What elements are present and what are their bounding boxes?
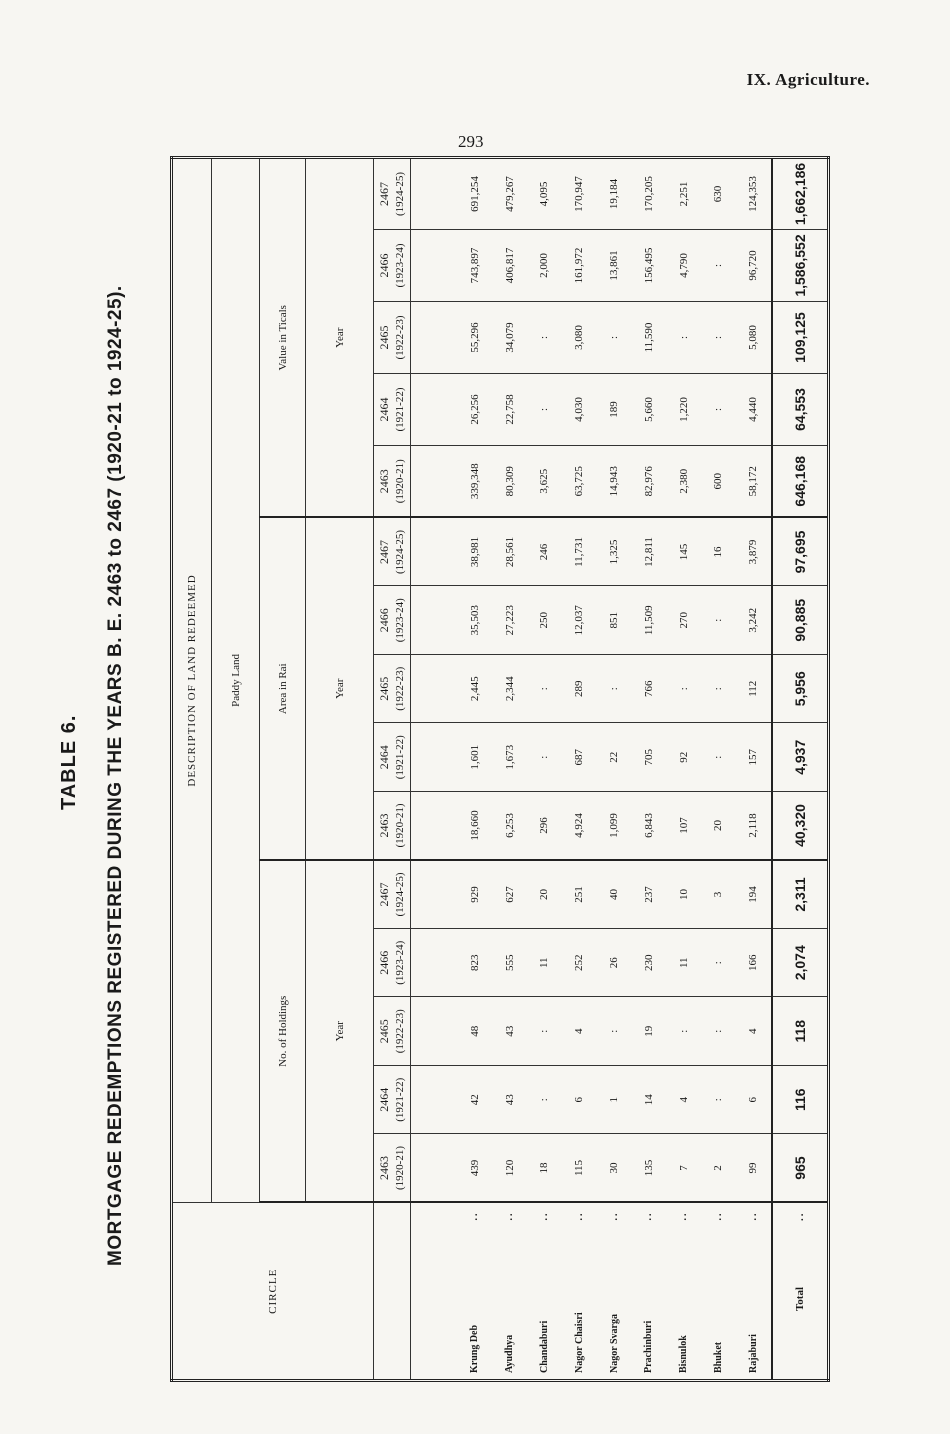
holdings-cell: 30	[597, 1134, 632, 1203]
year-column-header	[374, 157, 411, 229]
year-column-header	[374, 1134, 411, 1203]
area-header: Area in Rai	[260, 518, 306, 861]
area-cell: :	[701, 723, 736, 792]
chapter-heading: IX. Agriculture.	[746, 70, 870, 89]
area-cell: 4,937	[772, 723, 829, 792]
value-cell: 19,184	[597, 157, 632, 229]
circle-name-text: Ayudhya	[504, 1334, 516, 1373]
area-cell: 1,601	[457, 723, 492, 792]
circle-name	[457, 1203, 492, 1381]
total-row	[772, 157, 829, 1380]
spacer-cell	[411, 446, 458, 518]
area-cell: 2,445	[457, 655, 492, 724]
leader-dots: ..	[747, 1211, 759, 1221]
area-cell: 157	[736, 723, 772, 792]
value-cell: 170,947	[562, 157, 597, 229]
area-cell: 1,325	[597, 518, 632, 587]
leader-dots: ..	[504, 1211, 516, 1221]
value-cell: 646,168	[772, 446, 829, 518]
value-cell: 63,725	[562, 446, 597, 518]
holdings-cell: 6	[736, 1066, 772, 1135]
year-be: 2467	[377, 882, 391, 907]
spacer-cell	[411, 655, 458, 724]
area-cell: 5,956	[772, 655, 829, 724]
value-cell: 189	[597, 374, 632, 446]
holdings-cell: 2,074	[772, 929, 829, 998]
circle-name-text: Rajaburi	[747, 1334, 759, 1373]
value-cell: :	[597, 302, 632, 374]
area-cell: 107	[666, 792, 701, 861]
value-cell: 82,976	[631, 446, 666, 518]
holdings-cell: 42	[457, 1066, 492, 1135]
table-label: TABLE 6.	[58, 714, 80, 810]
spacer-cell	[411, 1066, 458, 1135]
year-column-header	[374, 655, 411, 724]
area-cell: 4,924	[562, 792, 597, 861]
value-cell: 109,125	[772, 302, 829, 374]
year-ce: (1922-23)	[394, 1009, 406, 1054]
holdings-cell: 6	[562, 1066, 597, 1135]
value-cell: 2,251	[666, 157, 701, 229]
holdings-cell: 118	[772, 997, 829, 1066]
spacer-cell	[411, 997, 458, 1066]
value-cell: 4,095	[527, 157, 562, 229]
year-column-header	[374, 586, 411, 655]
circle-header: CIRCLE	[172, 1203, 374, 1381]
value-cell: 96,720	[736, 230, 772, 302]
holdings-cell: 14	[631, 1066, 666, 1135]
circle-name-text: Chandaburi	[538, 1320, 550, 1373]
holdings-cell: 43	[492, 1066, 527, 1135]
value-cell: 26,256	[457, 374, 492, 446]
value-cell: 2,000	[527, 230, 562, 302]
holdings-cell: 11	[527, 929, 562, 998]
mortgage-redemptions-table	[170, 156, 830, 1382]
year-column-header	[374, 792, 411, 861]
value-cell: 11,590	[631, 302, 666, 374]
year-ce: (1921-22)	[394, 735, 406, 780]
year-be: 2463	[377, 469, 391, 494]
table-row	[666, 157, 701, 1380]
circle-name	[631, 1203, 666, 1381]
year-ce: (1921-22)	[394, 387, 406, 432]
spacer-cell	[411, 374, 458, 446]
page-number: 293	[458, 132, 484, 151]
circle-name-text: Krung Deb	[469, 1324, 481, 1373]
holdings-cell: 166	[736, 929, 772, 998]
value-cell: 743,897	[457, 230, 492, 302]
circle-name	[597, 1203, 632, 1381]
circle-name	[772, 1203, 829, 1381]
holdings-cell: 116	[772, 1066, 829, 1135]
circle-name-text: Bisnulok	[678, 1335, 690, 1373]
spacer-row	[411, 157, 458, 1380]
area-cell: 3,242	[736, 586, 772, 655]
year-ce: (1924-25)	[394, 171, 406, 216]
year-ce: (1924-25)	[394, 530, 406, 574]
area-cell: 112	[736, 655, 772, 724]
value-cell: 55,296	[457, 302, 492, 374]
value-cell: :	[527, 302, 562, 374]
year-ce: (1922-23)	[394, 666, 406, 711]
paddy-land-header: Paddy Land	[212, 157, 260, 1202]
year-column-header	[374, 518, 411, 587]
circle-name-text: Total	[793, 1286, 806, 1312]
year-ce: (1923-24)	[394, 243, 406, 288]
area-cell: 12,037	[562, 586, 597, 655]
holdings-cell: :	[701, 1066, 736, 1135]
holdings-cell: 115	[562, 1134, 597, 1203]
year-ce: (1920-21)	[394, 459, 406, 504]
area-cell: 20	[701, 792, 736, 861]
year-column-header	[374, 929, 411, 998]
holdings-cell: :	[597, 997, 632, 1066]
area-cell: 1,099	[597, 792, 632, 861]
holdings-cell: 251	[562, 860, 597, 929]
circle-name	[527, 1203, 562, 1381]
holdings-cell: 3	[701, 860, 736, 929]
area-cell: 851	[597, 586, 632, 655]
area-cell: 22	[597, 723, 632, 792]
holdings-cell: 4	[736, 997, 772, 1066]
value-cell: 2,380	[666, 446, 701, 518]
value-cell: :	[701, 230, 736, 302]
area-cell: 92	[666, 723, 701, 792]
year-be: 2466	[377, 253, 391, 278]
value-header: Value in Ticals	[260, 157, 306, 517]
value-cell: 64,553	[772, 374, 829, 446]
spacer-cell	[411, 586, 458, 655]
area-cell: 766	[631, 655, 666, 724]
year-column-header	[374, 1066, 411, 1135]
circle-year-blank	[374, 1203, 411, 1381]
holdings-year-header: Year	[306, 860, 374, 1203]
leader-dots: ..	[712, 1211, 724, 1221]
area-cell: 97,695	[772, 518, 829, 587]
spacer-cell	[411, 792, 458, 861]
table-row	[631, 157, 666, 1380]
value-cell: 13,861	[597, 230, 632, 302]
area-cell: 38,981	[457, 518, 492, 587]
holdings-cell: 237	[631, 860, 666, 929]
area-cell: 11,731	[562, 518, 597, 587]
leader-dots: ..	[678, 1211, 690, 1221]
value-cell: 5,660	[631, 374, 666, 446]
year-ce: (1923-24)	[394, 940, 406, 985]
holdings-cell: 18	[527, 1134, 562, 1203]
holdings-cell: 230	[631, 929, 666, 998]
spacer-cell	[411, 929, 458, 998]
area-cell: 1,673	[492, 723, 527, 792]
year-column-header	[374, 723, 411, 792]
leader-dots: ..	[469, 1211, 481, 1221]
year-columns-row	[374, 157, 411, 1380]
holdings-cell: 627	[492, 860, 527, 929]
holdings-cell: 48	[457, 997, 492, 1066]
area-cell: 90,885	[772, 586, 829, 655]
holdings-cell: :	[527, 997, 562, 1066]
leader-dots: ..	[573, 1211, 585, 1221]
year-ce: (1923-24)	[394, 598, 406, 643]
year-be: 2467	[377, 181, 391, 206]
leader-dots: ..	[643, 1211, 655, 1221]
area-cell: 705	[631, 723, 666, 792]
area-year-header: Year	[306, 518, 374, 861]
year-be: 2465	[377, 676, 391, 701]
area-cell: 3,879	[736, 518, 772, 587]
area-cell: 28,561	[492, 518, 527, 587]
value-cell: :	[701, 374, 736, 446]
holdings-cell: 10	[666, 860, 701, 929]
holdings-cell: :	[701, 997, 736, 1066]
holdings-cell: 40	[597, 860, 632, 929]
year-column-header	[374, 230, 411, 302]
area-cell: 246	[527, 518, 562, 587]
year-be: 2463	[377, 813, 391, 838]
holdings-cell: 439	[457, 1134, 492, 1203]
area-cell: 18,660	[457, 792, 492, 861]
value-cell: 479,267	[492, 157, 527, 229]
area-cell: 6,253	[492, 792, 527, 861]
area-cell: 11,509	[631, 586, 666, 655]
holdings-cell: 120	[492, 1134, 527, 1203]
area-cell: :	[701, 586, 736, 655]
area-cell: 6,843	[631, 792, 666, 861]
circle-name	[492, 1203, 527, 1381]
area-cell: 2,344	[492, 655, 527, 724]
circle-name-text: Nagor Svarga	[608, 1314, 620, 1373]
holdings-cell: 99	[736, 1134, 772, 1203]
area-cell: :	[597, 655, 632, 724]
circle-name	[562, 1203, 597, 1381]
circle-name-text: Prachinburi	[643, 1320, 655, 1373]
value-cell: 630	[701, 157, 736, 229]
value-cell: 58,172	[736, 446, 772, 518]
year-ce: (1920-21)	[394, 803, 406, 848]
spacer-cell	[411, 1134, 458, 1203]
year-be: 2464	[377, 745, 391, 770]
spacer-cell	[411, 157, 458, 229]
table-title: MORTGAGE REDEMPTIONS REGISTERED DURING THE YEARS B. E. 2463 to 2467 (1920-21 to 1924-25).	[105, 285, 126, 1266]
value-year-header: Year	[306, 157, 374, 517]
year-be: 2463	[377, 1156, 391, 1180]
area-cell: 289	[562, 655, 597, 724]
value-cell: 406,817	[492, 230, 527, 302]
year-be: 2464	[377, 1087, 391, 1112]
value-cell: :	[701, 302, 736, 374]
table-row	[492, 157, 527, 1380]
year-ce: (1922-23)	[394, 315, 406, 360]
value-cell: 4,790	[666, 230, 701, 302]
area-cell: 12,811	[631, 518, 666, 587]
holdings-cell: 43	[492, 997, 527, 1066]
holdings-cell: :	[666, 997, 701, 1066]
value-cell: 1,220	[666, 374, 701, 446]
holdings-cell: 555	[492, 929, 527, 998]
circle-name	[736, 1203, 772, 1381]
value-cell: 22,758	[492, 374, 527, 446]
value-cell: 600	[701, 446, 736, 518]
holdings-cell: 7	[666, 1134, 701, 1203]
year-ce: (1921-22)	[394, 1077, 406, 1122]
table-row	[597, 157, 632, 1380]
year-column-header	[374, 997, 411, 1066]
year-be: 2465	[377, 325, 391, 350]
leader-dots: ..	[608, 1211, 620, 1221]
area-cell: :	[701, 655, 736, 724]
value-cell: 34,079	[492, 302, 527, 374]
holdings-cell: 19	[631, 997, 666, 1066]
table-row	[562, 157, 597, 1380]
area-cell: 27,223	[492, 586, 527, 655]
area-cell: :	[527, 655, 562, 724]
year-column-header	[374, 302, 411, 374]
area-cell: 145	[666, 518, 701, 587]
value-cell: 339,348	[457, 446, 492, 518]
holdings-cell: 4	[666, 1066, 701, 1135]
area-cell: 2,118	[736, 792, 772, 861]
value-cell: 691,254	[457, 157, 492, 229]
year-ce: (1924-25)	[394, 872, 406, 917]
circle-name	[701, 1203, 736, 1381]
rotated-table-container	[170, 162, 830, 1382]
year-be: 2467	[377, 540, 391, 564]
year-be: 2466	[377, 950, 391, 975]
year-column-header	[374, 860, 411, 929]
area-cell: 687	[562, 723, 597, 792]
holdings-cell: 2,311	[772, 860, 829, 929]
spacer-cell	[411, 518, 458, 587]
holdings-cell: 929	[457, 860, 492, 929]
holdings-cell: 4	[562, 997, 597, 1066]
leader-dots: ..	[538, 1211, 550, 1221]
area-cell: 35,503	[457, 586, 492, 655]
value-cell: 156,495	[631, 230, 666, 302]
area-cell: 296	[527, 792, 562, 861]
value-cell: 3,080	[562, 302, 597, 374]
area-cell: 16	[701, 518, 736, 587]
year-be: 2464	[377, 397, 391, 422]
spacer-cell	[411, 302, 458, 374]
leader-dots: ..	[793, 1211, 806, 1221]
spacer-cell	[411, 1203, 458, 1381]
spacer-cell	[411, 230, 458, 302]
value-cell: :	[527, 374, 562, 446]
table-row	[527, 157, 562, 1380]
area-cell: :	[666, 655, 701, 724]
area-cell: :	[527, 723, 562, 792]
holdings-cell: 194	[736, 860, 772, 929]
table-row	[736, 157, 772, 1380]
circle-name-text: Bhuket	[712, 1341, 724, 1373]
value-cell: 4,030	[562, 374, 597, 446]
holdings-cell: 965	[772, 1134, 829, 1203]
value-cell: 1,586,552	[772, 230, 829, 302]
holdings-cell: :	[527, 1066, 562, 1135]
value-cell: 1,662,186	[772, 157, 829, 229]
year-column-header	[374, 374, 411, 446]
holdings-cell: 11	[666, 929, 701, 998]
value-cell: 14,943	[597, 446, 632, 518]
value-cell: 124,353	[736, 157, 772, 229]
spacer-cell	[411, 860, 458, 929]
value-cell: 161,972	[562, 230, 597, 302]
value-cell: 170,205	[631, 157, 666, 229]
description-header: DESCRIPTION OF LAND REDEEMED	[172, 157, 212, 1202]
holdings-header: No. of Holdings	[260, 860, 306, 1203]
table-row	[457, 157, 492, 1380]
value-cell: 4,440	[736, 374, 772, 446]
spacer-cell	[411, 723, 458, 792]
area-cell: 250	[527, 586, 562, 655]
value-cell: :	[666, 302, 701, 374]
holdings-cell: 26	[597, 929, 632, 998]
holdings-cell: 20	[527, 860, 562, 929]
table-row	[701, 157, 736, 1380]
value-cell: 80,309	[492, 446, 527, 518]
area-cell: 270	[666, 586, 701, 655]
area-cell: 40,320	[772, 792, 829, 861]
year-be: 2465	[377, 1019, 391, 1044]
holdings-cell: 823	[457, 929, 492, 998]
year-be: 2466	[377, 608, 391, 633]
holdings-cell: 2	[701, 1134, 736, 1203]
value-cell: 5,080	[736, 302, 772, 374]
circle-name	[666, 1203, 701, 1381]
holdings-cell: 1	[597, 1066, 632, 1135]
year-column-header	[374, 446, 411, 518]
holdings-cell: 135	[631, 1134, 666, 1203]
year-ce: (1920-21)	[394, 1146, 406, 1190]
circle-name-text: Nagor Chaisri	[573, 1312, 585, 1373]
value-cell: 3,625	[527, 446, 562, 518]
holdings-cell: 252	[562, 929, 597, 998]
holdings-cell: :	[701, 929, 736, 998]
